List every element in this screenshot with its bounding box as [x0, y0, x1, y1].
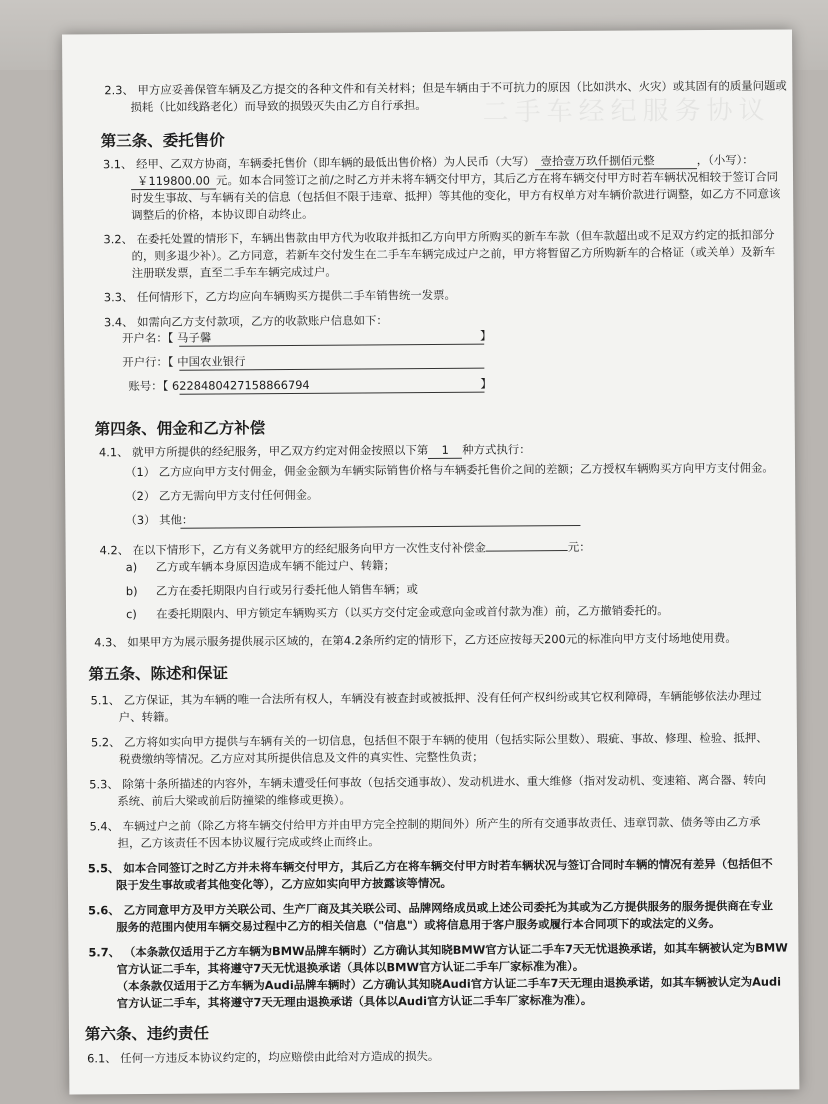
clause-4-1-option1: （1） 乙方应向甲方支付佣金，佣金金额为车辆实际销售价格与车辆委托售价之间的差额；乙方授权车辆购买方向甲方支付佣金。 — [125, 460, 774, 480]
account-name-value: 马子馨 — [176, 330, 212, 345]
clause-5-1-line1: 5.1、 乙方保证，其为车辆的唯一合法所有权人，车辆没有被查封或被抵押、没有任何产权纠纷或其它权利障碍，车辆能够依法办理过 — [90, 688, 762, 708]
clause-5-5-line1: 5.5、 如本合同签订之时乙方并未将车辆交付甲方，其后乙方在将车辆交付甲方时若车辆状况与签订合同时车辆的情况有差异（包括但不 — [87, 856, 773, 876]
clause-3-1-line3: 时发生事故、与车辆有关的信息（包括但不限于违章、抵押）等其他的变化，甲方有权单方对车辆价款进行调整，如乙方不同意该 — [131, 186, 781, 206]
clause-5-3-line2: 系统、前后大梁或前后防撞梁的维修或更换）。 — [117, 792, 351, 809]
clause-3-1-line1: 3.1、 经甲、乙双方协商，车辆委托售价（即车辆的最低出售价格）为人民币（大写） 壹拾壹万玖仟捌佰元整 ，（小写）： — [102, 152, 754, 172]
compensation-field — [486, 550, 568, 552]
clause-5-3-line1: 5.3、 除第十条所描述的内容外，车辆未遭受任何事故（包括交通事故）、发动机进水、重大维修（指对发动机、变速箱、离合器、转向 — [89, 772, 766, 792]
bank-value: 中国农业银行 — [177, 354, 246, 369]
clause-4-2-line1: 4.2、 在以下情形下，乙方有义务就甲方的经纪服务向甲方一次性支付补偿金 元： — [99, 539, 591, 558]
clause-5-6-line2: 服务的范围内使用车辆交易过程中乙方的相关信息（"信息"）或将信息用于客户服务或履行本合同项下的或法定的义务。 — [116, 915, 721, 935]
clause-3-2-line1: 3.2、 在委托处置的情形下，车辆出售款由甲方代为收取并抵扣乙方向甲方所购买的新车车款（但车款超出或不足双方约定的抵扣部分 — [103, 227, 775, 247]
clause-5-4-line1: 5.4、 车辆过户之前（除乙方将车辆交付给甲方并由甲方完全控制的期间外）所产生的所有交通事故责任、违章罚款、债务等由乙方承 — [89, 814, 761, 834]
clause-5-7-line2: 官方认证二手车，其将遵守7天无忧退换承诺（具体以BMW官方认证二手车厂家标准为准）。 — [116, 958, 585, 977]
commission-option-field: 1 — [428, 442, 462, 459]
clause-3-1-line4: 调整后的价格，本协议即自动终止。 — [131, 206, 314, 223]
section-4-title: 第四条、佣金和乙方补偿 — [94, 419, 266, 439]
clause-6-1: 6.1、 任何一方违反本协议约定的，均应赔偿由此给对方造成的损失。 — [87, 1048, 440, 1066]
clause-2-3-line1: 2.3、 甲方应妥善保管车辆及乙方提交的各种文件和有关材料；但是车辆由于不可抗力的原因（比如洪水、火灾）或其固有的质量问题或 — [104, 78, 787, 98]
clause-4-1-line1: 4.1、 就甲方所提供的经纪服务，甲乙双方约定对佣金按照以下第 1 种方式执行： — [98, 442, 531, 460]
clause-5-4-line2: 担，乙方该责任不因本协议履行完成或终止而终止。 — [117, 834, 380, 851]
clause-3-4-intro: 3.4、 如需向乙方支付款项，乙方的收款账户信息如下： — [103, 313, 388, 330]
clause-5-7-line4: 官方认证二手车，其将遵守7天无理由退换承诺（具体以Audi官方认证二手车厂家标准为准）。 — [116, 992, 593, 1011]
clause-5-1-line2: 户、转籍。 — [118, 709, 176, 725]
clause-4-3: 4.3、 如果甲方为展示服务提供展示区域的，在第4.2条所约定的情形下，乙方还应按每天200元的标准向甲方支付场地使用费。 — [94, 630, 737, 650]
clause-3-3: 3.3、 任何情形下，乙方均应向车辆购买方提供二手车销售统一发票。 — [103, 287, 456, 305]
clause-4-2-item-b: b) 乙方在委托期限内自行或另行委托他人销售车辆；或 — [125, 582, 418, 599]
account-name-close: 】 — [480, 328, 492, 343]
section-5-title: 第五条、陈述和保证 — [88, 664, 229, 684]
clause-4-2-item-a: a) 乙方或车辆本身原因造成车辆不能过户、转籍； — [125, 558, 395, 575]
clause-5-2-line1: 5.2、 乙方将如实向甲方提供与车辆有关的一切信息，包括但不限于车辆的使用（包括实际公里数）、瑕疵、事故、修理、检验、抵押、 — [90, 730, 768, 750]
clause-5-6-line1: 5.6、 乙方同意甲方及甲方关联公司、生产厂商及其关联公司、品牌网络成员或上述公司委托为其或为乙方提供服务的服务提供商在专业 — [88, 898, 773, 918]
clause-5-7-line3: （本条款仅适用于乙方车辆为Audi品牌车辆时）乙方确认其知晓Audi官方认证二手车7天无理由退换承诺，如其车辆被认定为Audi — [116, 974, 782, 994]
account-number-value: 6228480427158866794 — [171, 377, 310, 393]
account-number-close: 】 — [480, 376, 492, 391]
account-number-label: 账号：【 6228480427158866794 — [128, 377, 310, 394]
clause-4-1-option2: （2） 乙方无需向甲方支付任何佣金。 — [125, 487, 319, 504]
section-6-title: 第六条、违约责任 — [84, 1024, 210, 1044]
other-option-underline — [180, 525, 580, 529]
amount-words-field: 壹拾壹万玖仟捌佰元整 — [535, 152, 697, 170]
clause-4-1-option3: （3） 其他： — [125, 512, 194, 528]
clause-3-2-line2: 的，则多退少补）。乙方同意，若新车交付发生在二手车车辆完成过户之前，甲方将暂留乙方所购新车的合格证（或关单）及新车 — [131, 244, 776, 264]
account-name-label: 开户名：【 马子馨 — [122, 330, 212, 346]
contract-page — [62, 29, 799, 1094]
clause-2-3-line2: 损耗（比如线路老化）而导致的损毁灭失由乙方自行承担。 — [130, 98, 427, 115]
clause-5-5-line2: 限于发生事故或者其他变化等），乙方应如实向甲方披露该等情况。 — [115, 875, 453, 893]
amount-field: ￥119800.00 — [131, 172, 216, 190]
bleed-through-text: 二手车经纪服务协议 — [482, 95, 771, 128]
account-name-underline — [179, 344, 484, 347]
clause-3-1-line2: ￥119800.00 元。如本合同签订之前/之时乙方并未将车辆交付甲方，其后乙方在将车辆交付甲方时若车辆状况相较于签订合同 — [131, 169, 778, 191]
section-3-title: 第三条、委托售价 — [100, 131, 225, 151]
clause-3-2-line3: 注册联发票，直至二手车车辆完成过户。 — [131, 264, 337, 281]
clause-5-7-line1: 5.7、 （本条款仅适用于乙方车辆为BMW品牌车辆时）乙方确认其知晓BMW官方认证二手车7天无忧退换承诺，如其车辆被认定为BMW — [88, 940, 788, 960]
clause-5-2-line2: 税费缴纳等情况。乙方应对其所提供信息及文件的真实性、完整性负责； — [119, 749, 484, 767]
bank-label: 开户行：【 中国农业银行 — [122, 354, 246, 370]
clause-4-2-item-c: c) 在委托期限内、甲方锁定车辆购买方（以买方交付定金或意向金或首付款为准）前，乙方撤销委托的。 — [126, 603, 669, 622]
